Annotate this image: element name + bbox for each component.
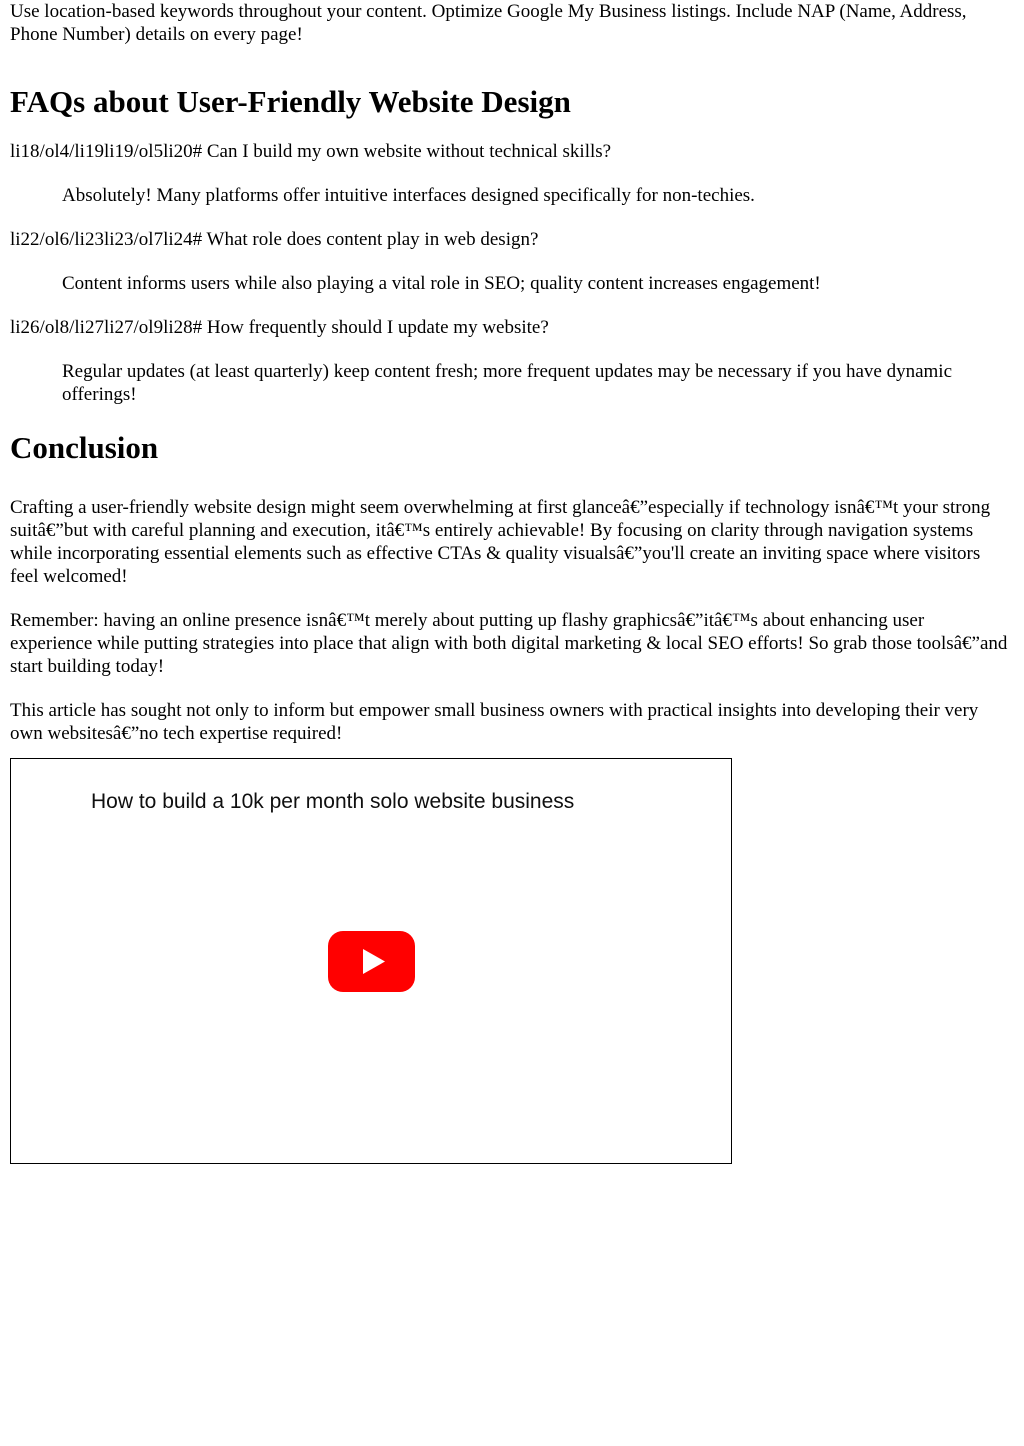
faq-answer: Regular updates (at least quarterly) keep content fresh; more frequent updates may be necessary if you have dynamic offerings! [62,361,953,405]
conclusion-paragraph: Crafting a user-friendly website design might seem overwhelming at first glanceâ€”especially if technology isnâ€™t your strong suitâ€”but with careful planning and execution, itâ€™s entirely achievable! By focusing on clarity through navigation systems while incorporating essential elements such as effective CTAs & quality visualsâ€”you'll create an inviting space where visitors feel welcomed! [10,497,991,587]
video-title[interactable]: How to build a 10k per month solo website business [91,790,575,813]
faq-answer: Content informs users while also playing a vital role in SEO; quality content increases engagement! [62,273,821,294]
faq-question: li18/ol4/li19li19/ol5li20# Can I build my own website without technical skills? [10,141,612,162]
faq-heading: FAQs about User-Friendly Website Design [10,84,571,119]
conclusion-heading: Conclusion [10,430,159,465]
faq-list [10,140,1008,406]
youtube-play-icon[interactable] [328,931,415,992]
embedded-video[interactable] [10,758,732,1164]
conclusion-paragraph: Remember: having an online presence isnâ€™t merely about putting up flashy graphicsâ€”itâ€™s about enhancing user experience while putting strategies into place that align with both digital marketing & local SEO efforts! So grab those toolsâ€”and start building today! [10,610,1008,677]
faq-question: li22/ol6/li23li23/ol7li24# What role does content play in web design? [10,229,539,250]
article-body [10,0,1008,745]
faq-question: li26/ol8/li27li27/ol9li28# How frequently should I update my website? [10,317,549,338]
faq-answer: Absolutely! Many platforms offer intuitive interfaces designed specifically for non-techies. [62,185,755,206]
conclusion-paragraph: This article has sought not only to inform but empower small business owners with practical insights into developing their very own websitesâ€”no tech expertise required! [10,700,979,744]
intro-paragraph: Use location-based keywords throughout your content. Optimize Google My Business listings. Include NAP (Name, Address, Phone Number) details on every page! [10,1,967,45]
